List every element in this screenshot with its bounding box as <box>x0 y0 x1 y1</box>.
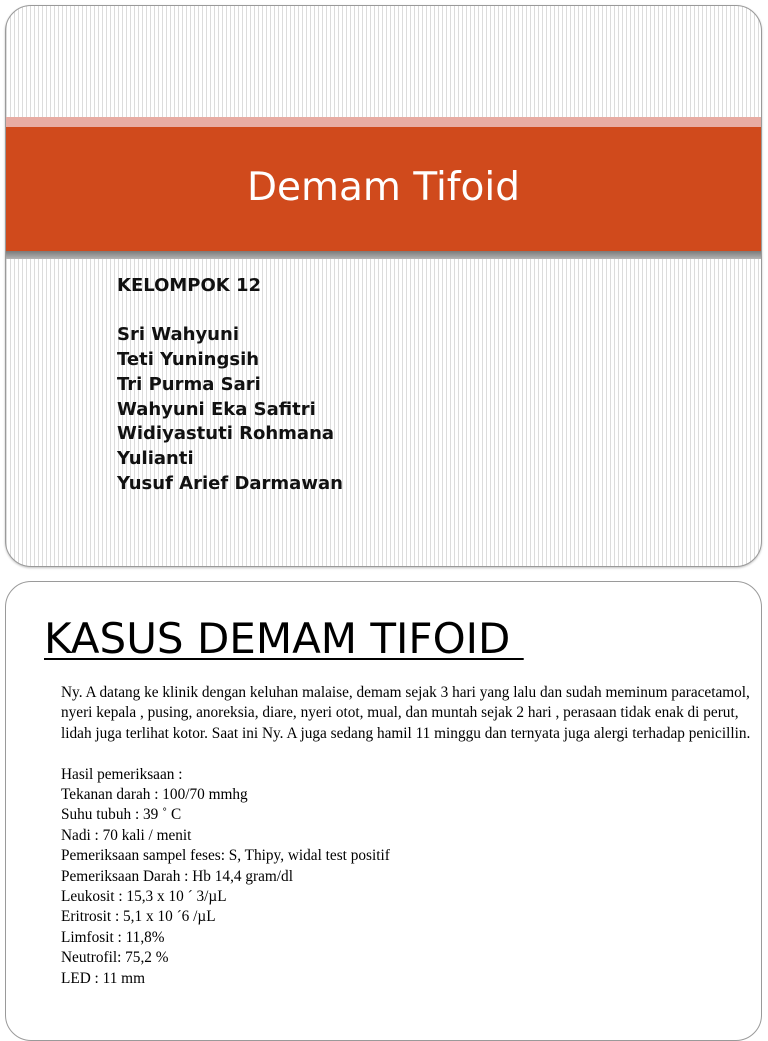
member-list <box>117 274 343 496</box>
result-line: Nadi : 70 kali / menit <box>61 826 192 844</box>
result-line: Pemeriksaan Darah : Hb 14,4 gram/dl <box>61 867 293 885</box>
title-slide <box>5 5 762 567</box>
result-line: Suhu tubuh : 39 ˚ C <box>61 806 182 824</box>
member-name: Yulianti <box>117 447 194 469</box>
result-line: Eritrosit : 5,1 x 10 ˊ6 /µL <box>61 908 216 926</box>
paragraph-gap <box>61 744 751 764</box>
title-band <box>6 127 761 251</box>
case-title: KASUS DEMAM TIFOID <box>44 614 524 663</box>
title-band-shadow <box>6 251 761 259</box>
result-line: Neutrofil: 75,2 % <box>61 949 169 967</box>
member-name: Widiyastuti Rohmana <box>117 423 335 445</box>
slide-title: Demam Tifoid <box>247 164 520 210</box>
result-line: Pemeriksaan sampel feses: S, Thipy, widal test positif <box>61 847 390 865</box>
member-name: Yusuf Arief Darmawan <box>117 472 343 494</box>
member-name: Tri Purma Sari <box>117 373 261 395</box>
member-name: Teti Yuningsih <box>117 349 260 371</box>
results-label: Hasil pemeriksaan : <box>61 765 183 783</box>
case-description: Ny. A datang ke klinik dengan keluhan malaise, demam sejak 3 hari yang lalu dan sudah meminum paracetamol, nyeri kepala , pusing, anoreksia, diare, nyeri otot, mual, dan muntah sejak 2 hari , perasaan tidak enak di perut, lidah juga terlihat kotor. Saat ini Ny. A juga sedang hamil 11 minggu dan ternyata juga alergi terhadap penicillin. <box>61 684 751 742</box>
member-name: Sri Wahyuni <box>117 324 239 346</box>
result-line: Tekanan darah : 100/70 mmhg <box>61 786 248 804</box>
member-name: Wahyuni Eka Safitri <box>117 398 316 420</box>
case-slide <box>5 581 762 1041</box>
result-line: LED : 11 mm <box>61 969 145 987</box>
result-line: Leukosit : 15,3 x 10 ˊ 3/µL <box>61 888 227 906</box>
title-band-accent <box>6 117 761 127</box>
result-line: Limfosit : 11,8% <box>61 928 165 946</box>
case-body <box>61 683 751 989</box>
group-label: KELOMPOK 12 <box>117 275 262 296</box>
